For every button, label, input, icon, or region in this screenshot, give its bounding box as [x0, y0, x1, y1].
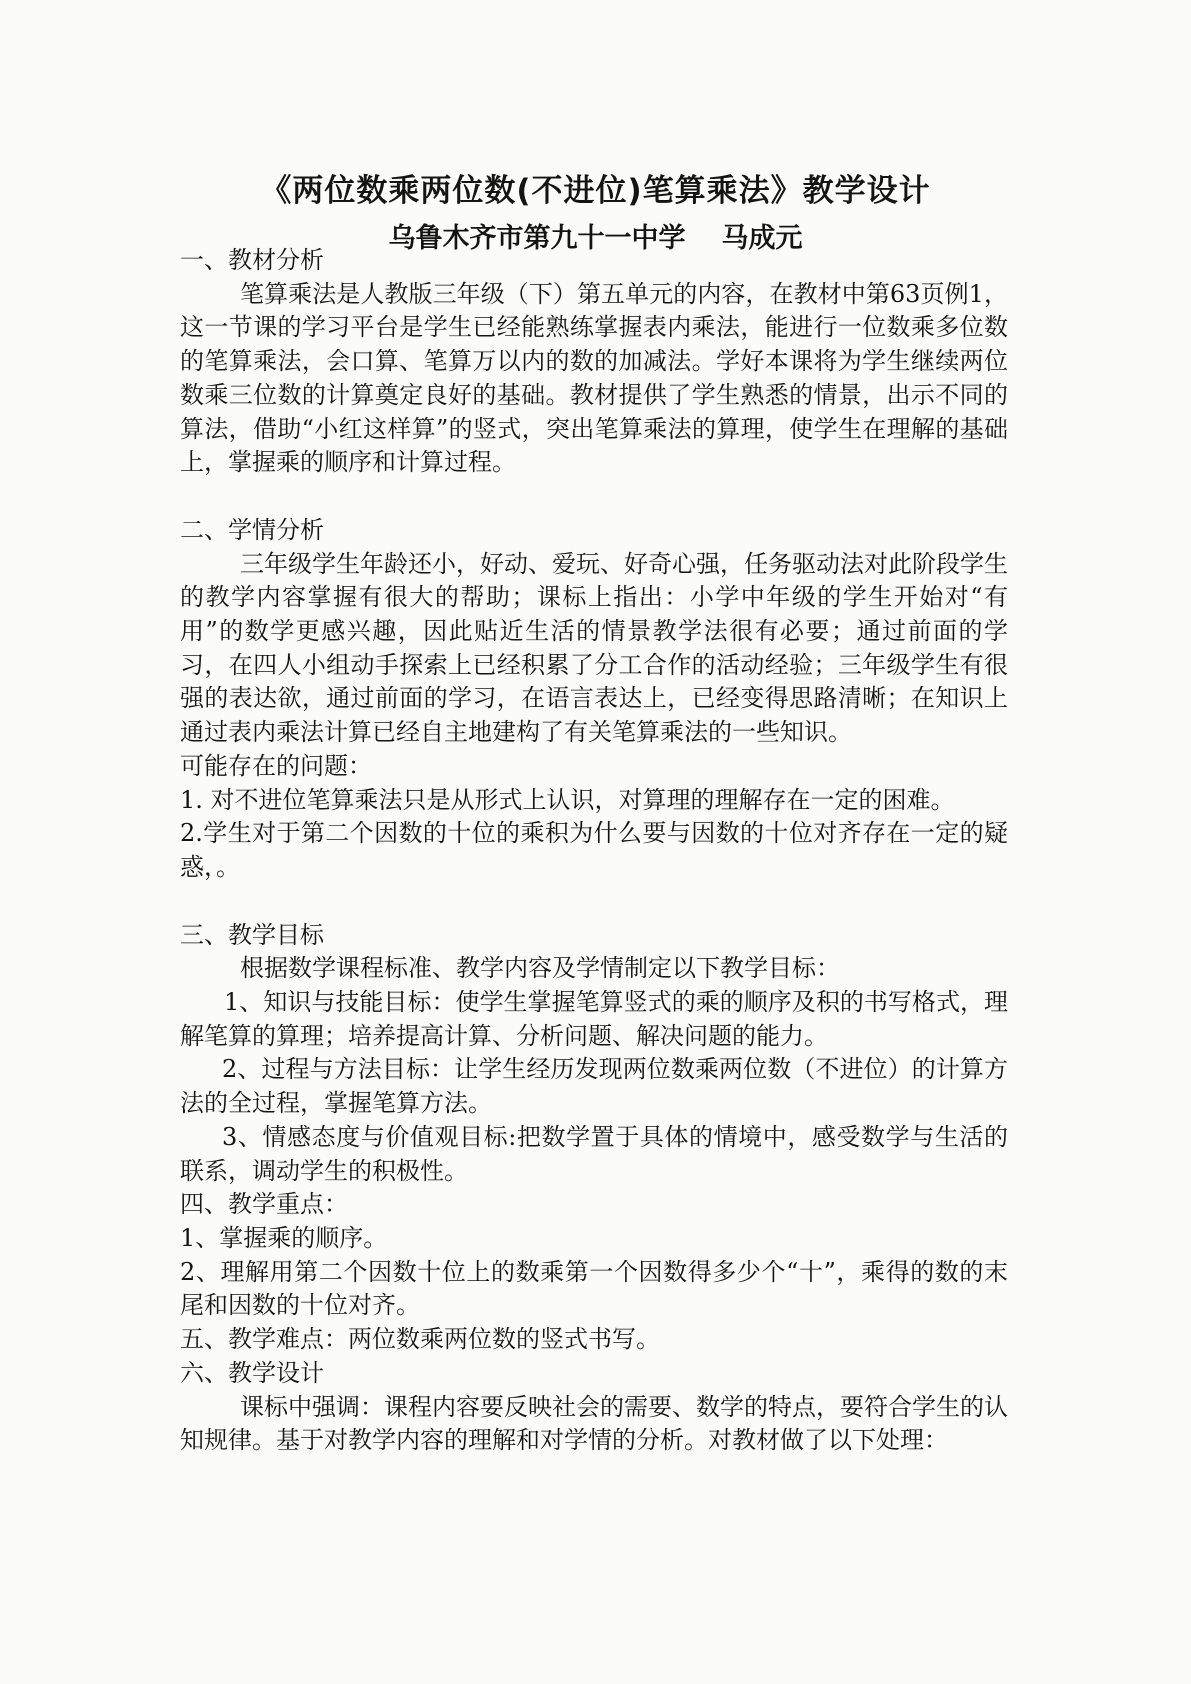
paragraph-goals-intro: 根据数学课程标准、教学内容及学情制定以下教学目标：: [240, 954, 840, 983]
section-heading-4: 四、教学重点：: [180, 1190, 348, 1219]
list-item-problem-1: 1. 对不进位笔算乘法只是从形式上认识，对算理的理解存在一定的困难。: [180, 785, 955, 814]
paragraph-student-analysis: 三年级学生年龄还小，好动、爱玩、好奇心强，任务驱动法对此阶段学生的教学内容掌握有很大的帮助；课标上指出：小学中年级的学生开始对“有用”的数学更感兴趣，因此贴近生活的情景教学法很有必要；通过前面的学习，在四人小组动手探索上已经积累了分工合作的活动经验；三年级学生有很强的表达欲，通过前面的学习，在语言表达上，已经变得思路清晰；在知识上通过表内乘法计算已经自主地建构了有关笔算乘法的一些知识。: [180, 549, 1008, 747]
list-item-problem-2: 2.学生对于第二个因数的十位的乘积为什么要与因数的十位对齐存在一定的疑惑，。: [180, 819, 1008, 881]
list-item-key-point-1: 1、掌握乘的顺序。: [180, 1223, 388, 1252]
section-heading-1: 一、教材分析: [180, 246, 324, 274]
section-heading-2: 二、学情分析: [180, 515, 324, 544]
section-heading-6: 六、教学设计: [180, 1358, 324, 1387]
document-title: 《两位数乘两位数(不进位)笔算乘法》教学设计: [260, 173, 931, 209]
section-heading-5: 五、教学难点：两位数乘两位数的竖式书写。: [180, 1325, 660, 1354]
list-item-goal-2: 2、过程与方法目标：让学生经历发现两位数乘两位数（不进位）的计算方法的全过程，掌握笔算方法。: [180, 1055, 1008, 1118]
author-name: 马成元: [721, 223, 803, 254]
list-item-key-point-2: 2、理解用第二个因数十位上的数乘第一个因数得多少个“十”，乘得的数的末尾和因数的十位对齐。: [180, 1257, 1008, 1320]
paragraph-textbook-analysis: 笔算乘法是人教版三年级（下）第五单元的内容，在教材中第63页例1，这一节课的学习平台是学生已经能熟练掌握表内乘法，能进行一位数乘多位数的笔算乘法，会口算、笔算万以内的数的加减法。学好本课将为学生继续两位数乘三位数的计算奠定良好的基础。教材提供了学生熟悉的情景，出示不同的算法，借助“小红这样算”的竖式，突出笔算乘法的算理，使学生在理解的基础上，掌握乘的顺序和计算过程。: [180, 279, 1008, 477]
list-item-goal-1: 1、知识与技能目标：使学生掌握笔算竖式的乘的顺序及积的书写格式，理解笔算的算理；培养提高计算、分析问题、解决问题的能力。: [180, 988, 1008, 1050]
document-body: [180, 244, 1008, 1458]
section-heading-3: 三、教学目标: [180, 920, 324, 949]
subheading-possible-problems: 可能存在的问题：: [180, 751, 372, 780]
paragraph-teaching-design: 课标中强调：课程内容要反映社会的需要、数学的特点，要符合学生的认知规律。基于对教学内容的理解和对学情的分析。对教材做了以下处理：: [180, 1392, 1008, 1455]
list-item-goal-3: 3、情感态度与价值观目标:把数学置于具体的情境中，感受数学与生活的联系，调动学生的积极性。: [180, 1122, 1008, 1185]
author-school: 乌鲁木齐市第九十一中学: [388, 223, 686, 254]
